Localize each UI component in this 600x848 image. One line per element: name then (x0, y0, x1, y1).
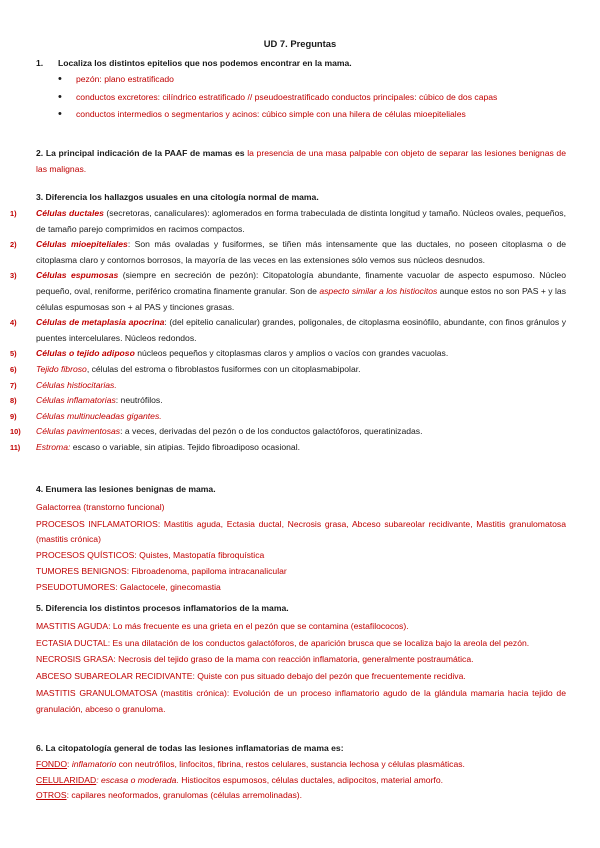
celularidad-text: Histiocitos espumosos, células ductales, adipocitos, material amorfo. (178, 774, 443, 785)
item-number: 6) (10, 364, 17, 374)
list-item (10, 393, 566, 409)
list-item (10, 424, 566, 440)
list-item: • pezón: plano estratificado (58, 72, 566, 88)
item-term: Células multinucleadas gigantes. (36, 410, 162, 421)
celularidad-label: CELULARIDAD (36, 774, 97, 785)
item-text: (secretoras, canaliculares): aglomerados en forma trabeculada de distinta longitud y tamaño. Núcleos ovales, pequeños, de tamaño parejo comprimidos en racimos compactos. (36, 208, 566, 234)
question-4-answer (36, 500, 566, 595)
answer-line: PSEUDOTUMORES: Galactocele, ginecomastia (36, 581, 221, 592)
celularidad-italic: : escasa o moderada. (96, 774, 179, 785)
question-4 (36, 482, 566, 498)
answer-line: PROCESOS QUÍSTICOS: Quistes, Mastopatía fibroquística (36, 550, 265, 561)
list-item (10, 206, 566, 237)
answer-line-fondo: FONDO: inflamatorio con neutrófilos, linfocitos, fibrina, restos celulares, sustancia lechosa y células plasmáticas. (36, 759, 465, 769)
item-number: 8) (10, 396, 17, 406)
answer-line-celularidad (36, 773, 566, 789)
answer-line: Galactorrea (transtorno funcional) (36, 502, 165, 512)
item-number: 5) (10, 349, 17, 359)
item-term: Células inflamatorias (36, 395, 116, 406)
answer-line: PROCESOS INFLAMATORIOS: Mastitis aguda, Ectasia ductal, Necrosis grasa, Abceso subareolar recidivante, Mastitis granulomatosa (mastitis crónica) (36, 518, 566, 545)
item-number: 1) (10, 209, 17, 218)
question-1-answer-list (58, 72, 566, 123)
page-title: UD 7. Preguntas (263, 38, 337, 49)
item-term: Células mioepiteliales (36, 239, 128, 250)
item-text: , células del estroma o fibroblastos fusiformes con un citoplasmabipolar. (86, 363, 361, 374)
item-text: : a veces, derivadas del pezón o de los conductos galactóforos, queratinizadas. (120, 426, 423, 437)
question-5-text: 5. Diferencia los distintos procesos inflamatorios de la mama. (36, 603, 289, 613)
item-text: : Son más ovaladas y fusiformes, se tiñen más intensamente que las ductales, no poseen citoplasma o de citoplasma claro y contornos borrosos, la mayoría de las veces en las extensiones sólo vemos sus núcleos desnudos. (36, 239, 566, 265)
item-text: : (del epitelio canalicular) grandes, poligonales, de citoplasma eosinófilo, abundante, con finos gránulos y puentes intercelulares. Núcleos redondos. (36, 317, 566, 343)
item-number: 4) (10, 318, 17, 328)
list-item (10, 362, 566, 378)
item-number: 2) (10, 240, 17, 250)
item-text-continued: aunque estos no son PAS + y las células espumosas son + al PAS y tinciones grasas. (36, 285, 566, 312)
fondo-label: FONDO (36, 759, 68, 769)
item-term: Células de metaplasia apocrina (36, 317, 165, 328)
answer-line-otros (36, 788, 566, 804)
otros-text: : capilares neoformados, granulomas (células arremolinadas). (66, 790, 303, 801)
question-5-answer (36, 619, 566, 717)
item-term: Células espumosas (36, 270, 119, 281)
list-item (10, 346, 566, 362)
item-number: 3) (10, 271, 17, 281)
question-5 (36, 601, 566, 617)
item-term: Tejido fibroso (36, 363, 87, 374)
item-text: escaso o variable, sin atipias. Tejido fibroadiposo ocasional. (70, 441, 301, 452)
question-2-answer: la presencia de una masa palpable con objeto de separar las lesiones benignas de las malignas. (36, 148, 566, 174)
list-item (10, 268, 566, 315)
answer-line: ABCESO SUBAREOLAR RECIDIVANTE: Quiste con pus situado debajo del pezón que frecuentemente recidiva. (36, 671, 466, 682)
item-term: Estroma: (36, 441, 71, 452)
question-3 (36, 190, 566, 206)
item-term: Células pavimentosas (36, 426, 121, 437)
item-number: 11) (10, 442, 21, 452)
list-item (10, 378, 566, 394)
question-6-answer (36, 757, 566, 804)
question-1 (36, 56, 566, 72)
question-6-text: 6. La citopatología general de todas las lesiones inflamatorias de mama es: (36, 743, 344, 753)
item-text: : neutrófilos. (115, 395, 163, 406)
question-1-text: Localiza los distintos epitelios que nos podemos encontrar en la mama. (58, 58, 352, 68)
list-item: • conductos excretores: cilíndrico estratificado // pseudoestratificado conductos principales: cúbico de dos capas (58, 90, 566, 106)
item-number: 7) (10, 380, 17, 390)
question-6 (36, 741, 566, 757)
answer-line: ECTASIA DUCTAL: Es una dilatación de los conductos galactóforos, de aparición brusca que se localiza bajo la areola del pezón. (36, 637, 530, 648)
answer-line: NECROSIS GRASA: Necrosis del tejido graso de la mama con reacción inflamatoria, generalmente postraumática. (36, 654, 474, 665)
question-2 (36, 146, 566, 177)
fondo-text: con neutrófilos, linfocitos, fibrina, restos celulares, sustancia lechosa y células plasmáticas. (116, 759, 465, 769)
item-term: Células ductales (36, 208, 104, 218)
item-italic-text: aspecto similar a los histiocitos (319, 285, 438, 296)
fondo-italic: inflamatorio (71, 759, 117, 769)
question-2-text: 2. La principal indicación de la PAAF de mamas es (36, 148, 245, 158)
item-text: núcleos pequeños y citoplasmas claros y amplios o vacíos con grandes vacuolas. (134, 348, 449, 359)
otros-label: OTROS (36, 790, 67, 801)
answer-line: MASTITIS GRANULOMATOSA (mastitis crónica): Evolución de un proceso inflamatorio agudo de la glándula mamaria hacia tejido de granulación, abceso o granuloma. (36, 687, 566, 714)
question-3-answer-list (10, 206, 566, 456)
question-3-text: 3. Diferencia los hallazgos usuales en una citología normal de mama. (36, 192, 319, 202)
list-item (10, 237, 566, 268)
answer-line: TUMORES BENIGNOS: Fibroadenoma, papiloma intracanalicular (36, 565, 287, 576)
list-item: • conductos intermedios o segmentarios y acinos: cúbico simple con una hilera de células mioepiteliales (58, 107, 566, 123)
list-item (10, 440, 566, 456)
question-4-text: 4. Enumera las lesiones benignas de mama. (36, 484, 216, 494)
list-item (10, 409, 566, 425)
item-term: Células o tejido adiposo (36, 348, 135, 359)
item-text: (siempre en secreción de pezón): Citopatología abundante, finamente vacuolar de aspecto espumoso. Núcleo pequeño, oval, reniforme, periférico cromatina finamente granular. Son de (36, 270, 566, 296)
list-item (10, 315, 566, 346)
item-number: 9) (10, 411, 17, 421)
question-1-number: 1. (36, 58, 44, 68)
answer-line: MASTITIS AGUDA: Lo más frecuente es una grieta en el pezón que se contamina (estafilococos). (36, 621, 409, 631)
item-term: Células histiocitarias. (36, 379, 117, 390)
item-number: 10) (10, 427, 21, 437)
